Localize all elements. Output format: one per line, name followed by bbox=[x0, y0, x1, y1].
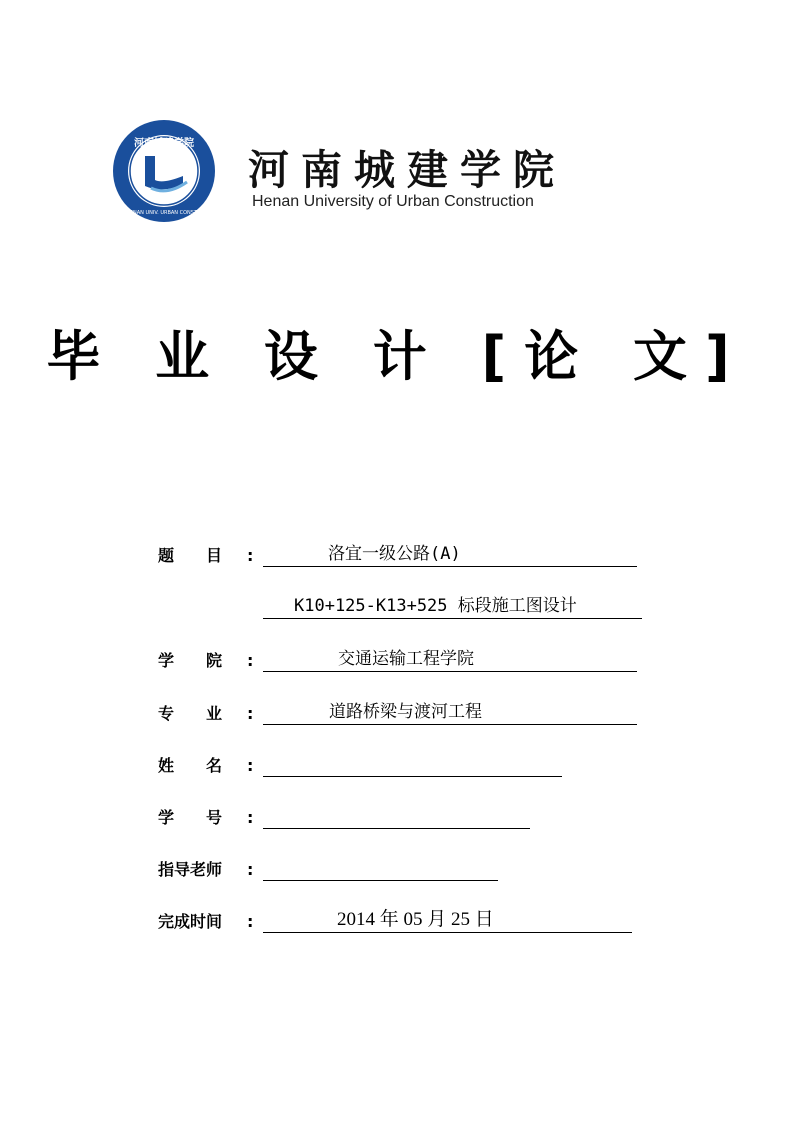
topic-underline-2 bbox=[263, 618, 642, 619]
school-name-chinese: 河南城建学院 bbox=[248, 146, 566, 194]
form-row-major bbox=[0, 696, 794, 728]
advisor-underline bbox=[263, 880, 498, 881]
form-row-advisor bbox=[0, 852, 794, 884]
school-name-english: Henan University of Urban Construction bbox=[252, 193, 534, 210]
college-underline bbox=[263, 671, 637, 672]
name-underline bbox=[263, 776, 562, 777]
topic-value-line2[interactable]: K10+125-K13+525 标段施工图设计 bbox=[294, 596, 577, 616]
page-title: 毕 业 设 计 [论 文] bbox=[46, 325, 748, 388]
major-value[interactable]: 道路桥梁与渡河工程 bbox=[329, 702, 482, 722]
major-underline bbox=[263, 724, 637, 725]
major-colon: : bbox=[247, 704, 254, 723]
major-label: 专 业 bbox=[158, 704, 223, 723]
student-id-label: 学 号 bbox=[158, 808, 223, 827]
advisor-label: 指导老师 bbox=[158, 860, 223, 879]
advisor-colon: : bbox=[247, 860, 254, 879]
student-id-colon: : bbox=[247, 808, 254, 827]
college-colon: : bbox=[247, 651, 254, 670]
form-row-student-id bbox=[0, 800, 794, 832]
topic-underline bbox=[263, 566, 637, 567]
name-label: 姓 名 bbox=[158, 756, 223, 775]
completion-date-underline bbox=[263, 932, 632, 933]
form-row-completion-date bbox=[0, 904, 794, 936]
form-row-topic-continued bbox=[0, 590, 794, 622]
student-id-underline bbox=[263, 828, 530, 829]
college-value[interactable]: 交通运输工程学院 bbox=[338, 649, 474, 669]
completion-date-value[interactable]: 2014 年 05 月 25 日 bbox=[337, 909, 494, 930]
topic-label: 题 目 bbox=[158, 546, 223, 565]
university-seal-logo bbox=[111, 118, 217, 224]
completion-date-label: 完成时间 bbox=[158, 912, 223, 931]
topic-value-line1[interactable]: 洛宜一级公路(A) bbox=[328, 544, 461, 564]
form-row-name bbox=[0, 748, 794, 780]
form-row-college bbox=[0, 643, 794, 675]
college-label: 学 院 bbox=[158, 651, 223, 670]
svg-text:HENAN UNIV. URBAN CONSTR.: HENAN UNIV. URBAN CONSTR. bbox=[126, 210, 202, 216]
svg-text:河南城建学院: 河南城建学院 bbox=[134, 138, 194, 149]
completion-date-colon: : bbox=[247, 912, 254, 931]
topic-colon: : bbox=[247, 546, 254, 565]
name-colon: : bbox=[247, 756, 254, 775]
form-row-topic bbox=[0, 538, 794, 570]
